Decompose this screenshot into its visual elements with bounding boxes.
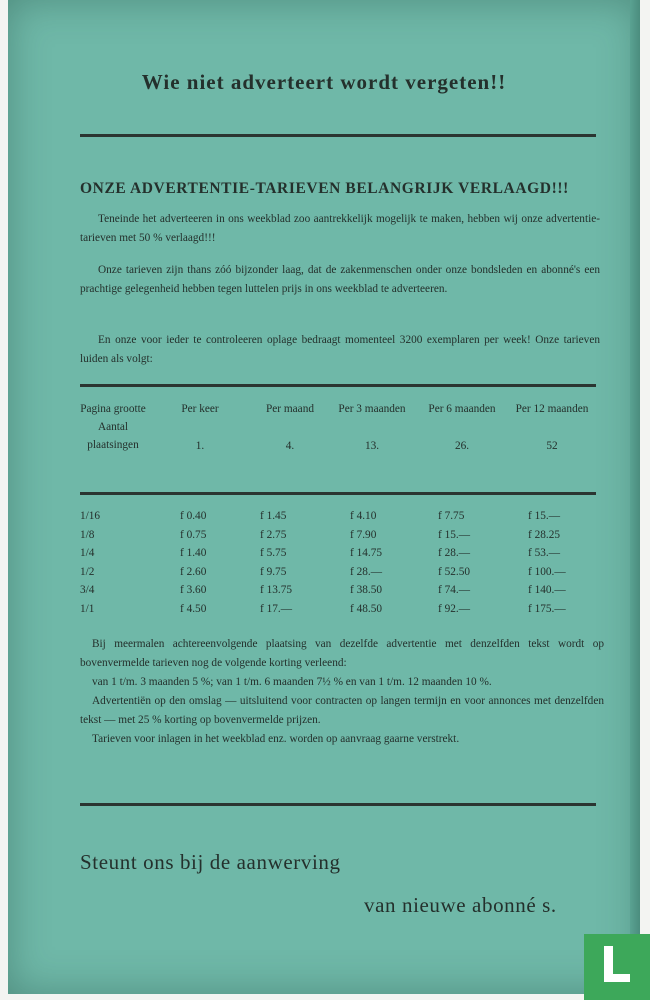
spine-edge (630, 0, 640, 994)
page-size-cell: 1/8 (80, 528, 95, 541)
rate-table-body (80, 510, 600, 621)
price-cell: f 5.75 (260, 547, 287, 559)
intro-paragraph: Teneinde het adverteeren in ons weekblad zoo aantrekkelijk mogelijk te maken, hebben wij onze advertentie-tarieven met 50 % verlaagd!!! (80, 213, 600, 244)
header-count: 13. (364, 440, 380, 452)
header-count: 1. (195, 440, 205, 452)
discount-rates: van 1 t/m. 3 maanden 5 %; van 1 t/m. 6 maanden 7½ % en van 1 t/m. 12 maanden 10 %. (92, 676, 492, 688)
header-per-maand (252, 400, 328, 455)
table-row (80, 584, 600, 603)
rate-table-header (80, 400, 600, 490)
headline: Wie niet adverteert wordt vergeten!! (141, 70, 507, 94)
price-cell: f 28.— (350, 565, 383, 578)
price-cell: f 4.10 (350, 510, 377, 522)
price-cell: f 9.75 (260, 565, 287, 578)
price-cell: f 17.— (260, 602, 293, 615)
slogan-line-1: Steunt ons bij de aanwerving (80, 850, 341, 874)
header-label: Per maand (266, 403, 314, 415)
header-label: Per keer (181, 403, 219, 415)
price-cell: f 4.50 (180, 602, 207, 615)
table-mid-rule (80, 492, 596, 495)
price-cell: f 7.90 (350, 528, 377, 541)
header-count: 4. (285, 440, 295, 452)
price-cell: f 53.— (528, 547, 561, 559)
divider-rule (80, 803, 596, 806)
price-cell: f 38.50 (350, 584, 383, 596)
price-cell: f 175.— (528, 602, 566, 615)
lastdodo-l-logo-icon[interactable] (584, 934, 650, 1000)
header-per-3-maanden (334, 400, 410, 455)
price-cell: f 15.— (528, 510, 561, 522)
price-cell: f 0.40 (180, 510, 207, 522)
price-cell: f 28.25 (528, 528, 561, 541)
page-size-cell: 3/4 (80, 584, 95, 596)
table-row (80, 547, 600, 566)
header-label: Per 6 maanden (428, 403, 496, 415)
price-cell: f 74.— (438, 584, 471, 596)
table-row (80, 510, 600, 529)
price-cell: f 140.— (528, 584, 566, 596)
magazine-back-cover (8, 0, 640, 994)
price-cell: f 3.60 (180, 584, 207, 596)
inserts-note: Tarieven voor inlagen in het weekblad enz. worden op aanvraag gaarne verstrekt. (92, 733, 460, 745)
circulation-paragraph: En onze voor ieder te controleeren oplage bedraagt momenteel 3200 exemplaren per week! Onze tarieven luiden als volgt: (80, 334, 600, 365)
page-size-cell: 1/4 (80, 547, 95, 559)
price-cell: f 15.— (438, 528, 471, 541)
header-label: Per 3 maanden (338, 403, 406, 415)
price-cell: f 2.75 (260, 528, 287, 541)
price-cell: f 52.50 (438, 565, 471, 578)
table-row (80, 603, 600, 622)
price-cell: f 48.50 (350, 602, 383, 615)
header-per-6-maanden (424, 400, 500, 455)
slogan-line-2: van nieuwe abonné s. (364, 893, 557, 917)
discount-notes (80, 635, 604, 749)
page-size-cell: 1/16 (80, 510, 101, 522)
table-row (80, 529, 600, 548)
price-cell: f 28.— (438, 547, 471, 559)
price-cell: f 92.— (438, 602, 471, 615)
table-row (80, 566, 600, 585)
header-per-12-maanden (512, 400, 592, 455)
price-cell: f 1.40 (180, 547, 207, 559)
divider-rule (80, 134, 596, 137)
page-size-cell: 1/1 (80, 602, 95, 615)
header-count: 26. (454, 440, 470, 452)
header-label: Pagina grootte (80, 403, 146, 415)
table-top-rule (80, 384, 596, 387)
price-cell: f 100.— (528, 565, 566, 578)
rates-paragraph: Onze tarieven zijn thans zóó bijzonder laag, dat de zakenmenschen onder onze bondsleden en abonné's een prachtige gelegenheid hebben tegen luttelen prijs in ons weekblad te adverteeren. (80, 264, 600, 295)
price-cell: f 7.75 (438, 510, 465, 522)
header-count: 52 (546, 440, 558, 452)
price-cell: f 1.45 (260, 510, 287, 522)
section-title: ONZE ADVERTENTIE-TARIEVEN BELANGRIJK VERLAAGD!!! (80, 180, 569, 197)
price-cell: f 14.75 (350, 547, 383, 559)
price-cell: f 0.75 (180, 528, 207, 541)
header-per-keer (162, 400, 238, 455)
cover-ads-note: Advertentiën op den omslag — uitsluitend voor contracten op langen termijn en voor annonces met denzelfden tekst — met 25 % korting op bovenvermelde prijzen. (80, 695, 604, 726)
price-cell: f 13.75 (260, 584, 293, 596)
page-size-cell: 1/2 (80, 565, 95, 578)
header-label: Per 12 maanden (515, 403, 589, 415)
discount-intro: Bij meermalen achtereenvolgende plaatsing van dezelfde advertentie met denzelfden tekst wordt op bovenvermelde tarieven nog de volgende korting verleend: (80, 638, 604, 669)
header-sub: Aantal plaatsingen (87, 421, 139, 451)
header-page-size (80, 400, 146, 454)
price-cell: f 2.60 (180, 565, 207, 578)
